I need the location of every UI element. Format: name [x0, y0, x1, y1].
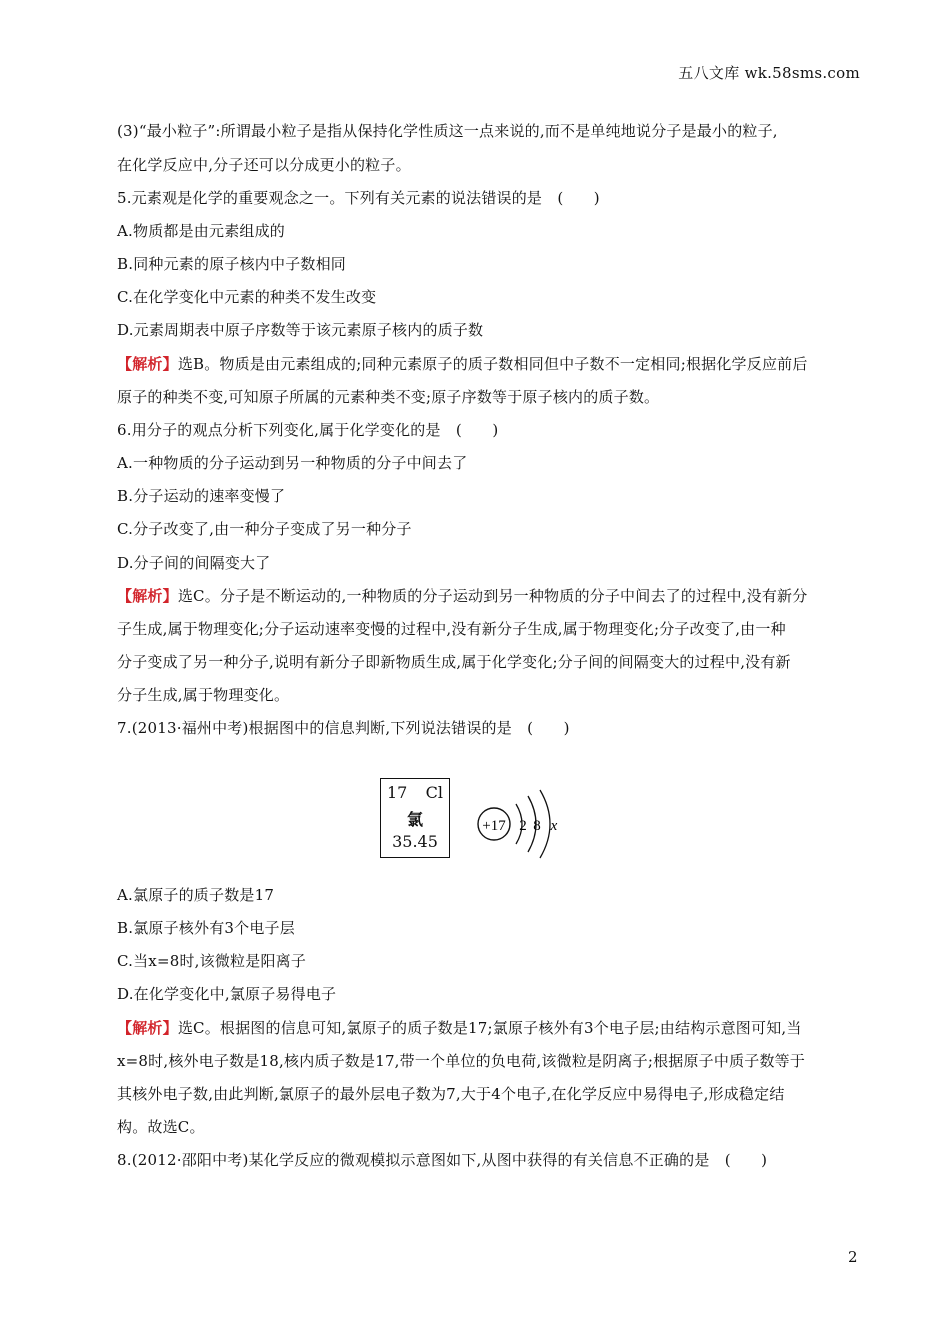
shell-3-electrons: x: [550, 818, 558, 834]
option-a: A.氯原子的质子数是17: [117, 886, 275, 904]
element-name: 氯: [406, 810, 423, 829]
analysis-line: 【解析】选C。根据图的信息可知,氯原子的质子数是17;氯原子核外有3个电子层;由结构示意图可知,当: [117, 1019, 802, 1037]
option-d: D.分子间的间隔变大了: [117, 554, 271, 572]
text-line: 分子生成,属于物理变化。: [117, 686, 290, 704]
shell-2-electrons: 8: [533, 818, 541, 834]
shell-arc: [540, 790, 550, 858]
option-b: B.氯原子核外有3个电子层: [117, 919, 295, 937]
atomic-mass: 35.45: [392, 832, 438, 851]
analysis-line: 【解析】选C。分子是不断运动的,一种物质的分子运动到另一种物质的分子中间去了的过程中,没有新分: [117, 587, 808, 605]
option-d: D.在化学变化中,氯原子易得电子: [117, 985, 337, 1003]
option-b: B.分子运动的速率变慢了: [117, 487, 286, 505]
text-line: 子生成,属于物理变化;分子运动速率变慢的过程中,没有新分子生成,属于物理变化;分子改变了,由一种: [117, 620, 786, 638]
text-line: 分子变成了另一种分子,说明有新分子即新物质生成,属于化学变化;分子间的间隔变大的过程中,没有新: [117, 653, 791, 671]
option-c: C.分子改变了,由一种分子变成了另一种分子: [117, 520, 412, 538]
nucleus-charge: +17: [482, 818, 506, 834]
element-symbol: Cl: [425, 783, 443, 802]
text-line: 其核外电子数,由此判断,氯原子的最外层电子数为7,大于4个电子,在化学反应中易得电子,形成稳定结: [117, 1085, 785, 1103]
analysis-tag: 【解析】: [117, 1019, 178, 1037]
text-line: 在化学反应中,分子还可以分成更小的粒子。: [117, 156, 411, 174]
option-a: A.物质都是由元素组成的: [117, 222, 286, 240]
site-header: 五八文库 wk.58sms.com: [678, 64, 860, 82]
question-8: 8.(2012·邵阳中考)某化学反应的微观模拟示意图如下,从图中获得的有关信息不正确的是 ( ): [117, 1151, 768, 1169]
element-card: [380, 778, 450, 858]
text-line: 原子的种类不变,可知原子所属的元素种类不变;原子序数等于原子核内的质子数。: [117, 388, 660, 406]
shell-1-electrons: 2: [519, 818, 527, 834]
question-7: 7.(2013·福州中考)根据图中的信息判断,下列说法错误的是 ( ): [117, 719, 570, 737]
option-b: B.同种元素的原子核内中子数相同: [117, 255, 346, 273]
option-a: A.一种物质的分子运动到另一种物质的分子中间去了: [117, 454, 468, 472]
option-c: C.当x=8时,该微粒是阳离子: [117, 952, 307, 970]
atom-structure-diagram: [470, 780, 590, 860]
analysis-tag: 【解析】: [117, 355, 178, 373]
option-d: D.元素周期表中原子序数等于该元素原子核内的质子数: [117, 321, 484, 339]
text-line: (3)“最小粒子”:所谓最小粒子是指从保持化学性质这一点来说的,而不是单纯地说分子是最小的粒子,: [117, 122, 778, 140]
question-5: 5.元素观是化学的重要观念之一。下列有关元素的说法错误的是 ( ): [117, 189, 600, 207]
option-c: C.在化学变化中元素的种类不发生改变: [117, 288, 377, 306]
text-line: 构。故选C。: [117, 1118, 205, 1136]
text-line: x=8时,核外电子数是18,核内质子数是17,带一个单位的负电荷,该微粒是阴离子;根据原子中质子数等于: [117, 1052, 806, 1070]
page-number: 2: [848, 1248, 858, 1266]
atomic-number: 17: [387, 783, 408, 802]
analysis-line: 【解析】选B。物质是由元素组成的;同种元素原子的质子数相同但中子数不一定相同;根据化学反应前后: [117, 355, 808, 373]
question-6: 6.用分子的观点分析下列变化,属于化学变化的是 ( ): [117, 421, 499, 439]
analysis-tag: 【解析】: [117, 587, 178, 605]
